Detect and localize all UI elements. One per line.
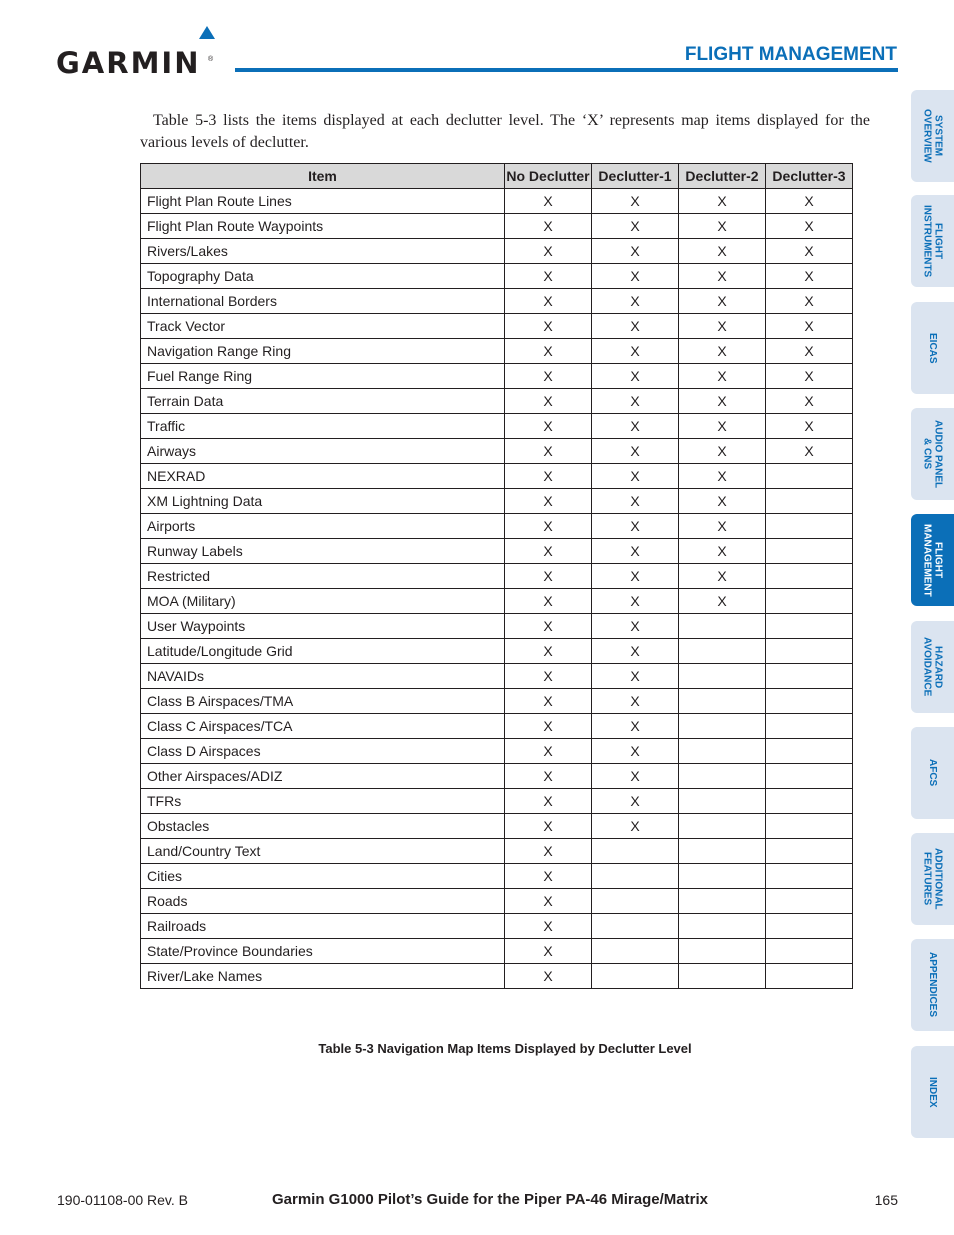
row-item-name: Traffic: [141, 414, 505, 439]
row-item-name: Airports: [141, 514, 505, 539]
row-mark-cell: X: [505, 389, 592, 414]
table-header-row: [141, 164, 853, 189]
row-item-name: MOA (Military): [141, 589, 505, 614]
row-mark-cell: [592, 889, 679, 914]
table-row: [141, 889, 853, 914]
side-tab-appendices[interactable]: [911, 939, 954, 1031]
row-item-name: TFRs: [141, 789, 505, 814]
row-mark-cell: [766, 839, 853, 864]
side-tab-label: APPENDICES: [927, 952, 938, 1018]
table-row: [141, 964, 853, 989]
table-row: [141, 339, 853, 364]
row-item-name: Latitude/Longitude Grid: [141, 639, 505, 664]
table-row: [141, 564, 853, 589]
row-item-name: Track Vector: [141, 314, 505, 339]
side-tab-label: FLIGHT INSTRUMENTS: [921, 204, 944, 278]
row-mark-cell: X: [505, 189, 592, 214]
row-mark-cell: X: [505, 239, 592, 264]
side-tab-flight-instruments[interactable]: [911, 195, 954, 287]
row-mark-cell: X: [592, 514, 679, 539]
row-mark-cell: [766, 664, 853, 689]
row-mark-cell: [679, 914, 766, 939]
table-row: [141, 264, 853, 289]
row-mark-cell: [766, 964, 853, 989]
row-mark-cell: X: [505, 814, 592, 839]
side-tab-hazard-avoidance[interactable]: [911, 621, 954, 713]
row-mark-cell: X: [679, 239, 766, 264]
row-item-name: Class C Airspaces/TCA: [141, 714, 505, 739]
row-mark-cell: X: [766, 314, 853, 339]
table-row: [141, 689, 853, 714]
row-mark-cell: X: [679, 589, 766, 614]
row-mark-cell: [679, 639, 766, 664]
row-mark-cell: X: [505, 664, 592, 689]
row-mark-cell: [679, 889, 766, 914]
logo-triangle-icon: [199, 26, 215, 39]
table-row: [141, 214, 853, 239]
row-mark-cell: X: [679, 189, 766, 214]
row-mark-cell: X: [505, 614, 592, 639]
row-item-name: Flight Plan Route Lines: [141, 189, 505, 214]
row-mark-cell: X: [766, 289, 853, 314]
row-mark-cell: [766, 864, 853, 889]
row-item-name: NAVAIDs: [141, 664, 505, 689]
table-row: [141, 514, 853, 539]
row-mark-cell: X: [505, 339, 592, 364]
row-mark-cell: [766, 589, 853, 614]
row-item-name: Terrain Data: [141, 389, 505, 414]
side-tab-label: AUDIO PANEL & CNS: [921, 419, 944, 489]
row-mark-cell: [766, 689, 853, 714]
footer-title: Garmin G1000 Pilot’s Guide for the Piper PA-46 Mirage/Matrix: [272, 1191, 708, 1208]
row-mark-cell: X: [679, 214, 766, 239]
row-item-name: Roads: [141, 889, 505, 914]
table-row: [141, 314, 853, 339]
row-mark-cell: [592, 914, 679, 939]
side-tab-audio-panel-cns[interactable]: [911, 408, 954, 500]
row-mark-cell: X: [766, 389, 853, 414]
row-mark-cell: [592, 864, 679, 889]
row-mark-cell: [766, 814, 853, 839]
row-mark-cell: [679, 789, 766, 814]
row-item-name: Other Airspaces/ADIZ: [141, 764, 505, 789]
row-item-name: Flight Plan Route Waypoints: [141, 214, 505, 239]
page-number: 165: [874, 1192, 898, 1208]
row-mark-cell: [679, 714, 766, 739]
row-mark-cell: [592, 964, 679, 989]
row-mark-cell: [766, 639, 853, 664]
table-row: [141, 864, 853, 889]
registered-mark: ®: [208, 56, 214, 63]
row-mark-cell: X: [592, 189, 679, 214]
row-mark-cell: X: [592, 439, 679, 464]
row-mark-cell: X: [679, 289, 766, 314]
row-mark-cell: X: [679, 264, 766, 289]
table-row: [141, 714, 853, 739]
side-tab-label: ADDITIONAL FEATURES: [921, 848, 944, 910]
side-tab-afcs[interactable]: [911, 727, 954, 819]
side-tab-label: AFCS: [927, 759, 938, 787]
row-mark-cell: X: [679, 414, 766, 439]
row-mark-cell: [766, 614, 853, 639]
row-mark-cell: X: [592, 314, 679, 339]
row-item-name: User Waypoints: [141, 614, 505, 639]
row-mark-cell: [766, 789, 853, 814]
row-mark-cell: [592, 939, 679, 964]
row-item-name: Class D Airspaces: [141, 739, 505, 764]
row-mark-cell: X: [679, 439, 766, 464]
row-mark-cell: X: [505, 214, 592, 239]
row-mark-cell: X: [592, 589, 679, 614]
row-mark-cell: [766, 514, 853, 539]
header-item: Item: [141, 164, 505, 189]
row-mark-cell: X: [505, 439, 592, 464]
row-item-name: State/Province Boundaries: [141, 939, 505, 964]
row-mark-cell: X: [505, 964, 592, 989]
row-mark-cell: X: [505, 689, 592, 714]
row-mark-cell: X: [505, 839, 592, 864]
row-item-name: Obstacles: [141, 814, 505, 839]
section-title: FLIGHT MANAGEMENT: [684, 44, 897, 65]
row-mark-cell: X: [592, 339, 679, 364]
side-tab-flight-management[interactable]: [911, 514, 954, 606]
row-mark-cell: X: [505, 714, 592, 739]
row-mark-cell: X: [505, 589, 592, 614]
row-mark-cell: [766, 539, 853, 564]
row-mark-cell: [766, 489, 853, 514]
row-mark-cell: X: [679, 364, 766, 389]
doc-number: 190-01108-00 Rev. B: [57, 1192, 189, 1208]
row-mark-cell: X: [766, 339, 853, 364]
row-mark-cell: X: [592, 464, 679, 489]
row-item-name: Cities: [141, 864, 505, 889]
row-mark-cell: [766, 739, 853, 764]
row-mark-cell: [592, 839, 679, 864]
row-mark-cell: X: [505, 414, 592, 439]
row-item-name: Rivers/Lakes: [141, 239, 505, 264]
row-mark-cell: [679, 814, 766, 839]
row-mark-cell: X: [592, 414, 679, 439]
row-mark-cell: X: [766, 414, 853, 439]
table-row: [141, 439, 853, 464]
row-mark-cell: X: [505, 514, 592, 539]
row-item-name: XM Lightning Data: [141, 489, 505, 514]
row-mark-cell: X: [766, 239, 853, 264]
row-item-name: Land/Country Text: [141, 839, 505, 864]
table-row: [141, 539, 853, 564]
row-item-name: Fuel Range Ring: [141, 364, 505, 389]
row-mark-cell: X: [679, 539, 766, 564]
table-caption: Table 5-3 Navigation Map Items Displayed by Declutter Level: [318, 1041, 692, 1056]
row-mark-cell: X: [592, 814, 679, 839]
row-mark-cell: X: [505, 889, 592, 914]
row-item-name: River/Lake Names: [141, 964, 505, 989]
row-mark-cell: X: [592, 789, 679, 814]
row-mark-cell: X: [679, 389, 766, 414]
table-row: [141, 789, 853, 814]
table-row: [141, 239, 853, 264]
table-row: [141, 614, 853, 639]
declutter-table: [140, 163, 853, 989]
side-tab-system-overview[interactable]: [911, 90, 954, 182]
intro-paragraph: Table 5-3 lists the items displayed at each declutter level. The ‘X’ represents map items displayed for the various levels of declutter.: [140, 112, 870, 151]
row-mark-cell: X: [505, 864, 592, 889]
row-mark-cell: X: [505, 539, 592, 564]
row-mark-cell: X: [505, 639, 592, 664]
table-row: [141, 739, 853, 764]
row-mark-cell: X: [592, 239, 679, 264]
row-mark-cell: X: [592, 714, 679, 739]
table-row: [141, 364, 853, 389]
row-mark-cell: X: [592, 389, 679, 414]
row-mark-cell: X: [592, 564, 679, 589]
row-mark-cell: X: [505, 289, 592, 314]
row-mark-cell: X: [592, 289, 679, 314]
table-row: [141, 939, 853, 964]
side-tab-additional-features[interactable]: [911, 833, 954, 925]
row-mark-cell: X: [679, 464, 766, 489]
row-item-name: NEXRAD: [141, 464, 505, 489]
table-row: [141, 289, 853, 314]
table-row: [141, 764, 853, 789]
table-row: [141, 814, 853, 839]
header-no-declutter: No Declutter: [505, 164, 592, 189]
row-mark-cell: [766, 914, 853, 939]
table-row: [141, 664, 853, 689]
row-item-name: International Borders: [141, 289, 505, 314]
row-mark-cell: X: [505, 314, 592, 339]
row-mark-cell: [766, 939, 853, 964]
row-mark-cell: [766, 764, 853, 789]
row-mark-cell: X: [592, 489, 679, 514]
row-item-name: Navigation Range Ring: [141, 339, 505, 364]
side-tab-label: INDEX: [927, 1076, 938, 1108]
row-mark-cell: X: [679, 489, 766, 514]
row-mark-cell: [679, 839, 766, 864]
row-mark-cell: X: [505, 564, 592, 589]
header-rule: [235, 68, 898, 72]
side-tab-eicas[interactable]: [911, 302, 954, 394]
table-row: [141, 389, 853, 414]
row-mark-cell: [679, 664, 766, 689]
table-row: [141, 414, 853, 439]
header-declutter-3: Declutter-3: [766, 164, 853, 189]
row-mark-cell: X: [679, 339, 766, 364]
row-mark-cell: X: [766, 364, 853, 389]
row-mark-cell: X: [592, 214, 679, 239]
table-body: [141, 189, 853, 989]
row-item-name: Topography Data: [141, 264, 505, 289]
header-declutter-1: Declutter-1: [592, 164, 679, 189]
row-mark-cell: [766, 714, 853, 739]
row-mark-cell: X: [679, 564, 766, 589]
table-row: [141, 914, 853, 939]
row-mark-cell: X: [505, 939, 592, 964]
garmin-logo: [56, 26, 218, 80]
row-mark-cell: [766, 889, 853, 914]
row-mark-cell: [679, 614, 766, 639]
side-tab-label: HAZARD AVOIDANCE: [921, 637, 944, 697]
row-item-name: Class B Airspaces/TMA: [141, 689, 505, 714]
row-mark-cell: [766, 564, 853, 589]
row-mark-cell: X: [505, 739, 592, 764]
row-mark-cell: X: [505, 789, 592, 814]
row-mark-cell: X: [505, 489, 592, 514]
row-mark-cell: X: [592, 664, 679, 689]
row-mark-cell: X: [592, 689, 679, 714]
row-mark-cell: X: [766, 264, 853, 289]
table-row: [141, 839, 853, 864]
side-tab-index[interactable]: [911, 1046, 954, 1138]
row-mark-cell: X: [679, 514, 766, 539]
row-mark-cell: X: [766, 189, 853, 214]
table-row: [141, 464, 853, 489]
row-item-name: Restricted: [141, 564, 505, 589]
row-mark-cell: X: [592, 639, 679, 664]
row-mark-cell: [679, 864, 766, 889]
table-row: [141, 589, 853, 614]
row-mark-cell: [679, 764, 766, 789]
row-mark-cell: X: [505, 264, 592, 289]
table-row: [141, 489, 853, 514]
row-mark-cell: X: [766, 439, 853, 464]
row-mark-cell: X: [592, 539, 679, 564]
row-mark-cell: X: [592, 614, 679, 639]
row-mark-cell: X: [505, 464, 592, 489]
side-tab-label: EICAS: [927, 332, 938, 364]
side-tab-label: SYSTEM OVERVIEW: [921, 109, 944, 163]
row-mark-cell: X: [592, 739, 679, 764]
row-mark-cell: [766, 464, 853, 489]
row-mark-cell: X: [766, 214, 853, 239]
row-item-name: Airways: [141, 439, 505, 464]
row-mark-cell: X: [679, 314, 766, 339]
row-item-name: Runway Labels: [141, 539, 505, 564]
row-item-name: Railroads: [141, 914, 505, 939]
row-mark-cell: X: [592, 264, 679, 289]
row-mark-cell: X: [592, 764, 679, 789]
row-mark-cell: X: [505, 764, 592, 789]
row-mark-cell: [679, 689, 766, 714]
table-row: [141, 189, 853, 214]
side-tab-label: FLIGHT MANAGEMENT: [921, 523, 944, 597]
header-declutter-2: Declutter-2: [679, 164, 766, 189]
row-mark-cell: [679, 739, 766, 764]
table-row: [141, 639, 853, 664]
row-mark-cell: [679, 964, 766, 989]
logo-wordmark: GARMIN: [56, 46, 201, 80]
row-mark-cell: X: [505, 364, 592, 389]
row-mark-cell: X: [505, 914, 592, 939]
row-mark-cell: [679, 939, 766, 964]
row-mark-cell: X: [592, 364, 679, 389]
